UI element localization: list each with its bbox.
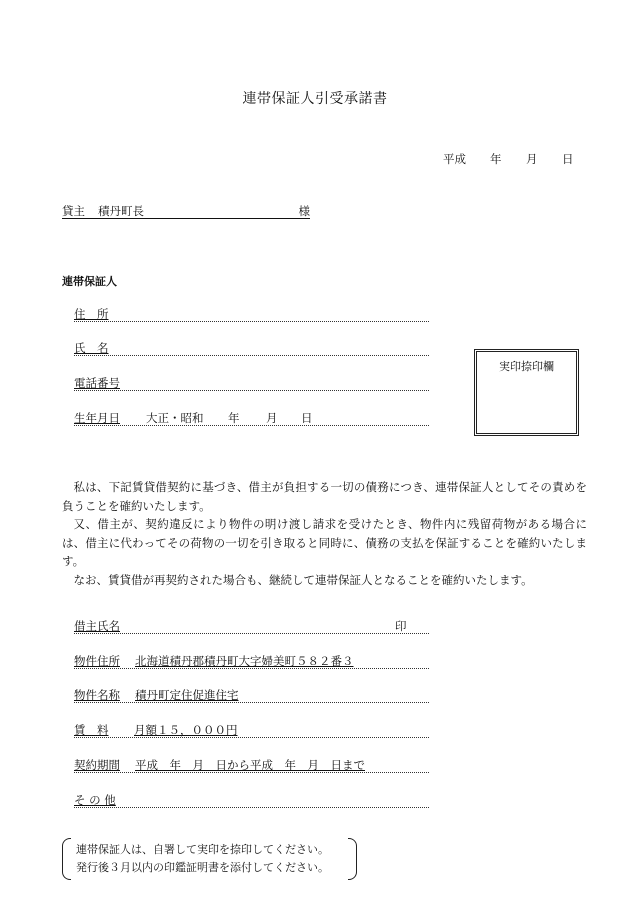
lender-label: 貸主 [62,204,85,218]
rent-label: 賃 料 [74,723,109,737]
document-title: 連帯保証人引受承諾書 [242,91,388,107]
property-location-value: 北海道積丹郡積丹町大字婦美町５８２番３ [135,654,354,668]
property-name-field [74,687,429,703]
note-line: 発行後３月以内の印鑑証明書を添付してください。 [76,861,329,874]
guarantor-heading: 連帯保証人 [62,275,117,288]
property-location-label: 物件住所 [74,654,120,668]
agreement-paragraph: 私は、下記賃貸借契約に基づき、借主が負担する一切の債務につき、連帯保証人としてその責めを負うことを確約いたします。 [62,480,587,513]
lender-line [62,203,310,219]
birth-era: 大正・昭和 [146,411,204,425]
guarantor-phone-field[interactable] [74,375,429,391]
date-year: 年 [490,152,502,166]
other-label: そ の 他 [74,793,116,807]
left-bracket [62,838,71,880]
contract-period-field[interactable] [74,757,429,773]
lender-name: 積丹町長 [98,204,144,218]
birth-day: 日 [301,411,313,425]
agreement-text [62,478,587,589]
seal-box-label: 実印捺印欄 [499,360,554,373]
guarantor-name-field[interactable] [74,340,429,356]
borrower-name-label: 借主氏名 [74,619,120,633]
contract-period-value: 平成 年 月 日から平成 年 月 日まで [135,758,365,772]
contract-period-label: 契約期間 [74,758,120,772]
agreement-paragraph: 又、借主が、契約違反により物件の明け渡し請求を受けたとき、物件内に残留荷物がある場合には、借主に代わってその荷物の一切を引き取ると同時に、債務の支払を保証することを確約いたします。 [62,517,587,568]
property-name-value: 積丹町定住促進住宅 [135,688,239,702]
date-era: 平成 [443,152,466,166]
birth-year: 年 [228,411,240,425]
guarantor-phone-label: 電話番号 [74,376,120,390]
guarantor-address-field[interactable] [74,306,429,322]
borrower-name-field[interactable] [74,618,429,634]
property-name-label: 物件名称 [74,688,120,702]
rent-value: 月額１５，０００円 [134,723,238,737]
other-field[interactable] [74,792,429,808]
guarantor-birthdate-field[interactable] [74,410,429,426]
right-bracket [348,838,357,880]
property-location-field [74,653,429,669]
note-line: 連帯保証人は、自署して実印を捺印してください。 [76,843,329,856]
date-day: 日 [562,152,574,166]
guarantor-name-label: 氏 名 [74,341,109,355]
instructions-note [62,838,357,880]
guarantor-birthdate-label: 生年月日 [74,411,120,425]
seal-mark: 印 [395,619,407,633]
seal-box[interactable] [474,349,579,436]
rent-field [74,722,429,738]
guarantor-address-label: 住 所 [74,307,109,321]
date-month: 月 [526,152,538,166]
lender-honorific: 様 [298,204,310,218]
agreement-paragraph: なお、賃貸借が再契約された場合も、継続して連帯保証人となることを確約いたします。 [73,572,533,587]
birth-month: 月 [266,411,278,425]
